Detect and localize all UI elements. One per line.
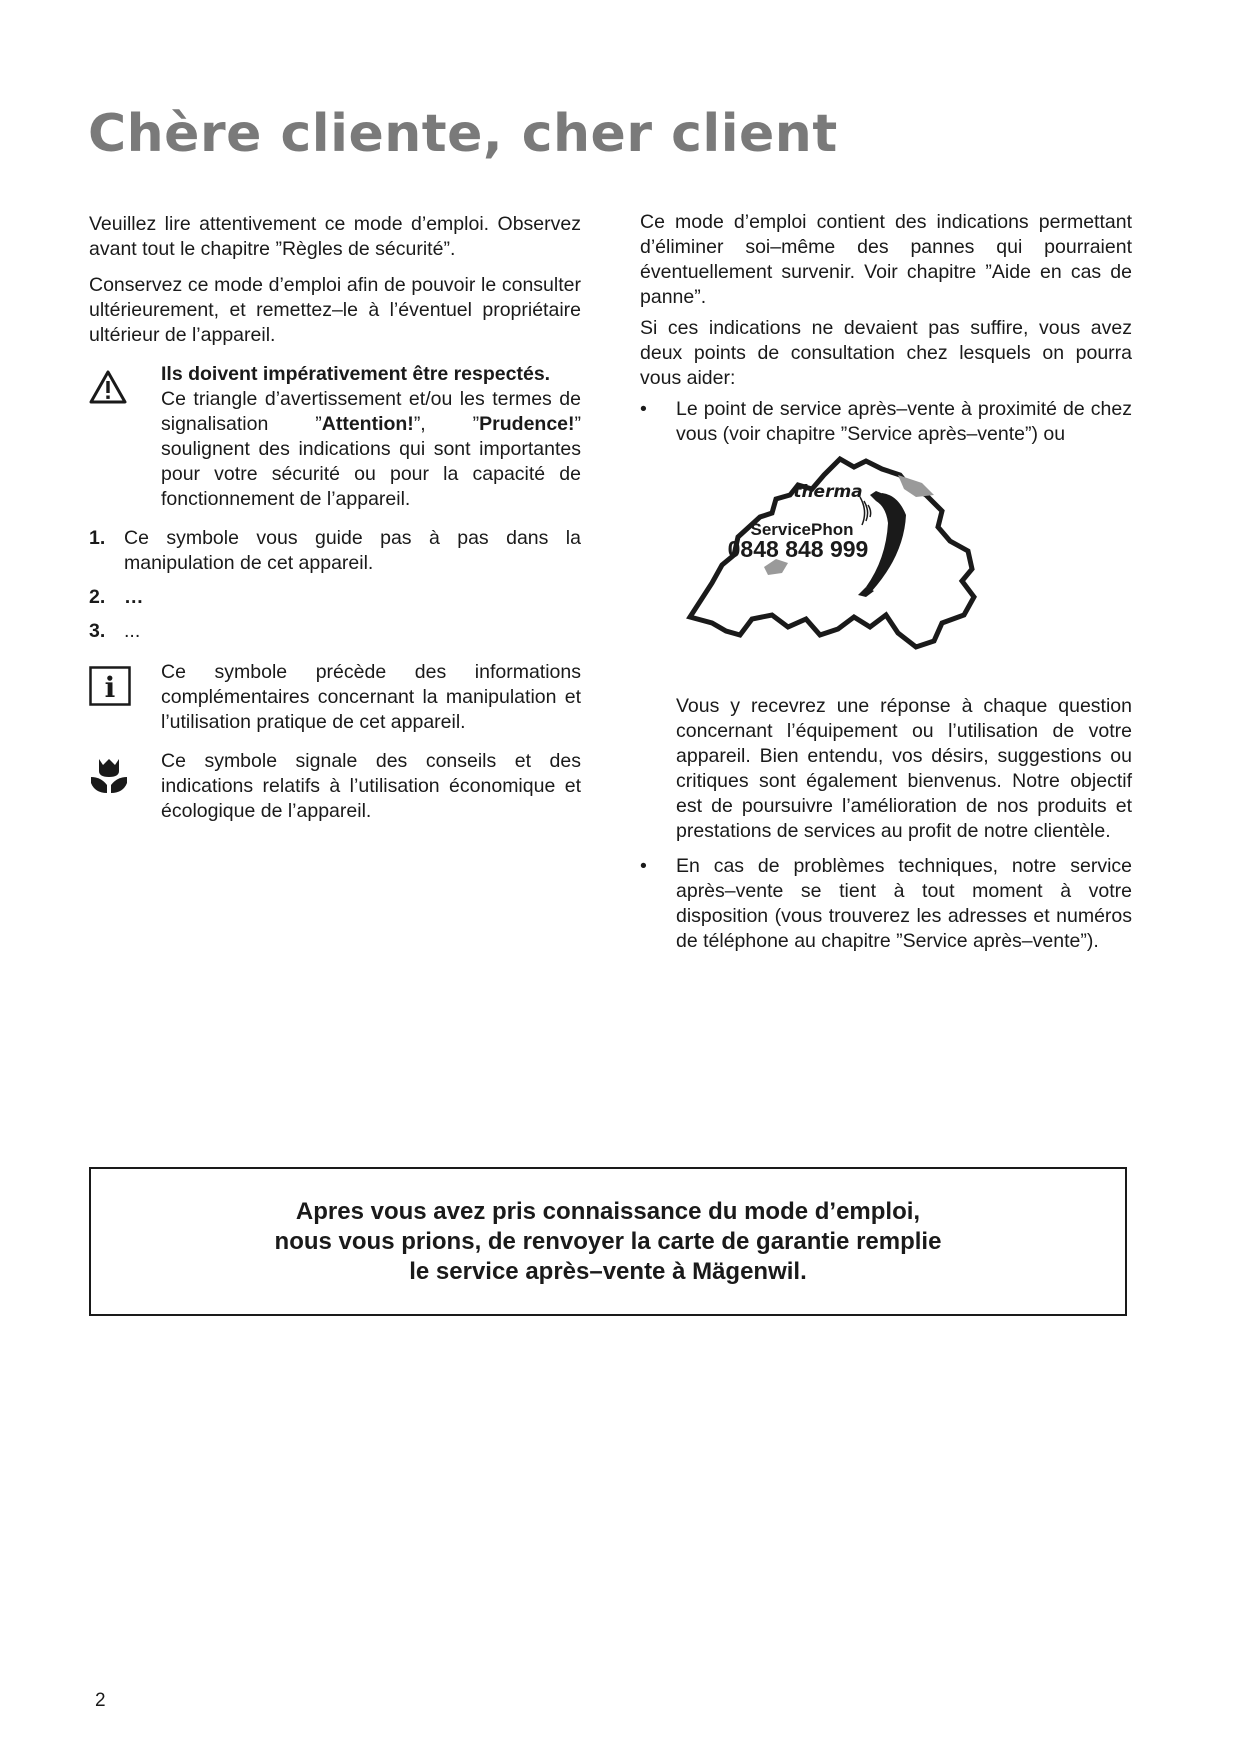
eco-tulip-icon <box>89 755 129 802</box>
logo-brand: therma <box>793 482 863 502</box>
left-column <box>89 212 581 836</box>
page-title: Chère cliente, cher client <box>88 104 838 164</box>
warning-term-prudence: Prudence! <box>479 413 575 435</box>
bullet-symbol: • <box>640 398 647 420</box>
switzerland-phone-logo <box>672 455 1002 680</box>
logo-followup-text: Vous y recevrez une réponse à chaque question concernant l’équipement ou l’utilisation de votre appareil. Bien entendu, vos désirs, suggestions ou critiques sont également bienvenus. Notre objectif est de poursuivre l’amélioration de nos produits et prestations de services au profit de notre clientèle. <box>676 695 1132 842</box>
warning-text-before: Ce triangle d’avertissement et/ou les termes de signalisation ” <box>161 388 581 435</box>
logo-phone: 0848 848 999 <box>727 536 869 562</box>
bullet-text: Le point de service après–vente à proximité de chez vous (voir chapitre ”Service après–vente”) ou <box>676 398 1132 445</box>
info-text: Ce symbole précède des informations complémentaires concernant la manipulation et l’utilisation pratique de cet appareil. <box>161 661 581 733</box>
info-icon <box>89 666 131 713</box>
step-number: 2. <box>89 586 106 608</box>
bullet-symbol: • <box>640 855 647 877</box>
step-text: Ce symbole vous guide pas à pas dans la manipulation de cet appareil. <box>124 527 581 574</box>
eco-block <box>89 749 581 824</box>
notice-line: nous vous prions, de renvoyer la carte de garantie remplie <box>274 1227 942 1255</box>
notice-line: Apres vous avez pris connaissance du mode d’emploi, <box>295 1197 921 1225</box>
troubleshooting-paragraph: Ce mode d’emploi contient des indications permettant d’éliminer soi–même des pannes qui pourraient éventuellement survenir. Voir chapitre ”Aide en cas de panne”. <box>640 211 1132 308</box>
step-number: 1. <box>89 527 106 549</box>
consultation-paragraph: Si ces indications ne devaient pas suffire, vous avez deux points de consultation chez lesquels on pourra vous aider: <box>640 317 1132 389</box>
warranty-notice-box <box>89 1167 1127 1316</box>
page-number: 2 <box>95 1690 106 1711</box>
eco-text: Ce symbole signale des conseils et des indications relatifs à l’utilisation économique et écologique de l’appareil. <box>161 750 581 822</box>
svg-text:i: i <box>104 671 116 704</box>
warning-triangle-icon <box>89 370 127 411</box>
warning-term-attention: Attention! <box>321 413 414 435</box>
bullet-item-technical <box>640 854 1132 954</box>
step-item <box>89 526 581 576</box>
bullet-item-service-point <box>640 397 1132 447</box>
step-item <box>89 619 581 644</box>
info-block <box>89 660 581 735</box>
warning-heading: Ils doivent impérativement être respectés. <box>161 363 551 385</box>
step-text: ... <box>124 620 141 642</box>
intro-paragraph: Veuillez lire attentivement ce mode d’emploi. Observez avant tout le chapitre ”Règles de sécurité”. <box>89 213 581 260</box>
step-text: … <box>124 586 144 608</box>
right-column <box>640 210 1132 962</box>
bullet-text: En cas de problèmes techniques, notre service après–vente se tient à tout moment à votre disposition (vous trouverez les adresses et numéros de téléphone au chapitre ”Service après–vente”). <box>676 855 1132 952</box>
warning-text-between: ”, ” <box>413 413 480 435</box>
step-number: 3. <box>89 620 106 642</box>
keep-manual-paragraph: Conservez ce mode d’emploi afin de pouvoir le consulter ultérieurement, et remettez–le à l’éventuel propriétaire ultérieur de l’appareil. <box>89 274 581 346</box>
logo-service: ServicePhon <box>750 520 854 539</box>
warning-text-after: ” soulignent des indications qui sont importantes pour votre sécurité ou pour la capacité de fonctionnement de l’appareil. <box>161 413 582 510</box>
warning-block <box>89 362 581 512</box>
step-item <box>89 585 581 610</box>
notice-line: le service après–vente à Mägenwil. <box>409 1257 807 1285</box>
